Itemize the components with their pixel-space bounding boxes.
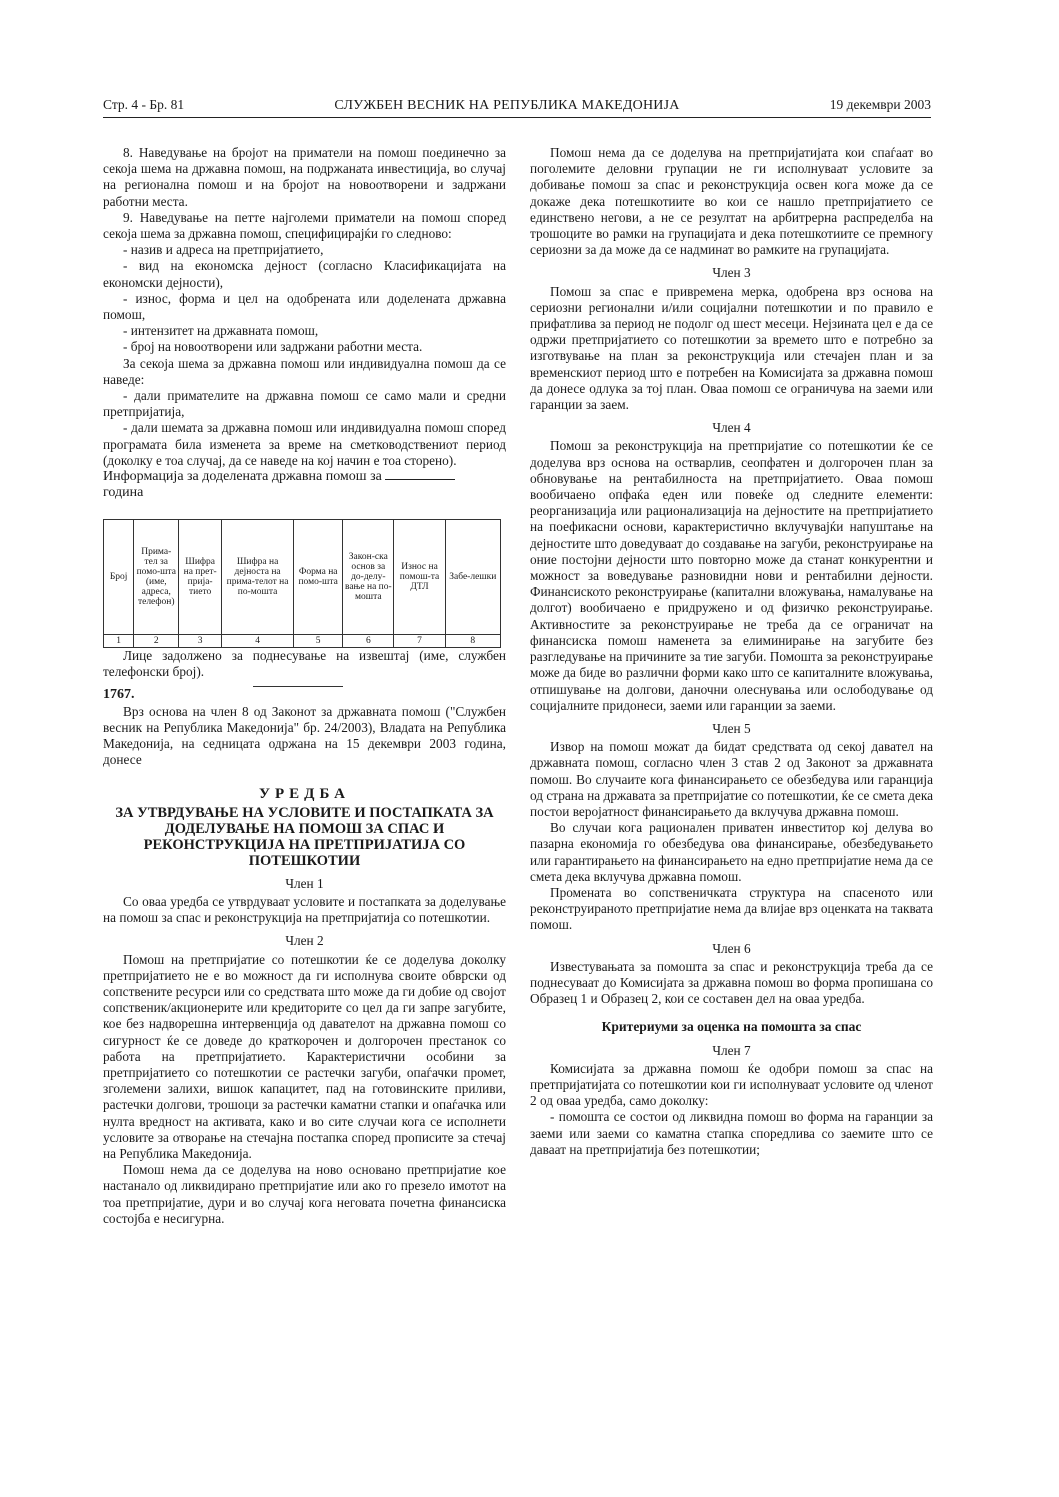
- article-5-paragraph: Во случаи кога рационален приватен инвеститор кој делува во пазарна економија го обезбедува ова финансирање, обезбедувањето или гарантирањето на финансирањето на едно претпријатие нема да се смета дека вклучува државна помош.: [530, 820, 933, 884]
- article-heading: Член 4: [712, 420, 751, 436]
- column-header: Закон-ска основ за до-делу-вање на по-мошта: [343, 520, 394, 635]
- article-heading: Член 5: [712, 720, 751, 736]
- article-heading: Член 2: [285, 933, 324, 949]
- list-item: - назив и адреса на претпријатието,: [123, 242, 324, 258]
- article-6: Известувањата за помошта за спас и реконструкција треба да се поднесуваат до Комисијата за државна помош во форма пропишана со Образец 1 и Образец 2, кои се составен дел на оваа уредба.: [530, 958, 933, 1007]
- report-table: [103, 519, 501, 648]
- list-item: - дали примателите на државна помош се само мали и средни претпријатија,: [103, 388, 506, 420]
- article-2-paragraph: Помош нема да се доделува на ново основано претпријатие кое настанало од ликвидирано претпријатие или ако го презело имотот на тоа претпријатие, дури и во случај кога неговата почетна финансиска состојба е несигурна.: [103, 1162, 506, 1226]
- page-header: [103, 97, 931, 118]
- column-header: Износ на помош-та ДТЛ: [394, 520, 445, 635]
- column-number: 1: [104, 635, 134, 648]
- info-year: година: [103, 485, 144, 501]
- column-header: Прима-тел за помо-шта (име, адреса, телефон): [134, 520, 179, 635]
- info-label: Информација за доделената државна помош за: [103, 469, 382, 485]
- article-heading: Член 7: [712, 1042, 751, 1058]
- column-number: 6: [343, 635, 394, 648]
- preamble: Врз основа на член 8 од Законот за државната помош ("Службен весник на Република Македонија" бр. 24/2003), Владата на Република Македонија, на седницата одржана на 15 декември 2003 година, донесе: [103, 703, 506, 768]
- page-number: Стр. 4 - Бр. 81: [103, 97, 185, 112]
- article-2-paragraph: Помош на претпријатие со потешкотии ќе се доделува доколку претпријатието не е во можност да ги исполнува своите обврски од сопствените ресурси или со средствата што може да ги добие од својот сопственик/акционерите или кредиторите со цел да ги запре загубите, кое без надворешна интервенција од давателот на државна помош со сигурност ќе се доведе до краткорочен и долгорочен престанок со работа на претпријатието. Карактеристични особини за претпријатието со потешкотии се растечки загуби, опаѓачки промет, зголемени залихи, вишок капацитет, пад на готовинските приливи, растечки долгови, трошоци за растечки каматни стапки и опаѓачка или нулта вредност на активата, како и во сите случаи кога се исполнети условите за отворање на стечајна постапка според прописите за стечај на Република Македонија.: [103, 951, 506, 1161]
- decision-number: 1767.: [103, 687, 135, 703]
- column-header: Број: [104, 520, 134, 635]
- column-number: 4: [222, 635, 294, 648]
- column-header: Шифра на дејноста на прима-телот на по-мошта: [222, 520, 294, 635]
- info-line: [103, 469, 506, 501]
- paragraph-9: 9. Наведување на петте најголеми приматели на помош според секоја шема за државна помош, специфицирајќи го следново:: [103, 209, 506, 242]
- list-item: - дали шемата за државна помош или индивидуална помош според програмата била изменета за време на сметководствениот период (доколку е тоа случај, да се наведе на кој начин е тоа сторено).: [103, 420, 506, 468]
- article-1: Со оваа уредба се утврдуваат условите и постапката за доделување на помош за спас и реконструкција на претпријатија со потешкотии.: [103, 893, 506, 926]
- column-header: Форма на помо-шта: [294, 520, 343, 635]
- document-type: УРЕДБА: [258, 786, 351, 803]
- left-column: [103, 145, 506, 1227]
- table-header-row: [104, 520, 501, 635]
- signature-line: Лице задолжено за поднесување на извештај (име, службен телефонски број).: [103, 648, 506, 680]
- column-number: 2: [134, 635, 179, 648]
- list-item: - вид на економска дејност (согласно Класификацијата на економски дејности),: [103, 258, 506, 290]
- issue-date: 19 декември 2003: [829, 97, 931, 112]
- article-7: Комисијата за државна помош ќе одобри помош за спас на претпријатијата со потешкотии кои ги исполнуваат условите од членот 2 од оваа уредба, само доколку:: [530, 1060, 933, 1109]
- blank-line: [385, 469, 455, 480]
- gazette-title: СЛУЖБЕН ВЕСНИК НА РЕПУБЛИКА МАКЕДОНИЈА: [334, 98, 680, 113]
- article-heading: Член 3: [712, 265, 751, 281]
- column-header: Шифра на прет-прија-тието: [179, 520, 222, 635]
- list-item: - број на новоотворени или задржани работни места.: [123, 339, 423, 355]
- paragraph-8: 8. Наведување на бројот на приматели на помош поединечно за секоја шема на државна помош, на подржаната инвестиција, во случај на регионална помош и на бројот на новоотворени и задржани работни места.: [103, 145, 506, 209]
- article-4: Помош за реконструкција на претпријатие со потешкотии ќе се доделува врз основа на остварлив, сеопфатен и долгорочен план за обновување на рентабилноста на претпријатието. Оваа помош вообичаено опфаќа еден или повеќе од следните елементи: реорганизација или рационализација на дејностите на претпријатието на поефикасни основи, карактеристично вклучувајќи напуштање на дејностите што доведуваат до создавање на загуби, реконструирање на оние постојни дејности што повторно може да станат конкурентни и можност за воведување разновидни нови и рентабилни дејности. Финансиското реконструирање (капитални вложувања, намалување на долгот) вообичаено е придружено и од физичко реконструирање. Активностите за реконструирање не треба да се ограничат на финансиска помош наменета за елиминирање на загубите без разгледување на причините за тие загуби. Помошта за реконструирање може да биде во различни форми како што се капиталните вложувања, отпишување на долгови, даночни олеснувања или ослободување од социјалните придонеси, заеми или гаранции за заеми.: [530, 438, 933, 713]
- document-title: ЗА УТВРДУВАЊЕ НА УСЛОВИТЕ И ПОСТАПКАТА ЗА ДОДЕЛУВАЊЕ НА ПОМОШ ЗА СПАС И РЕКОНСТРУКЦИЈА НА ПРЕТПРИЈАТИЈА СО ПОТЕШКОТИИ: [115, 804, 494, 869]
- list-item: - помошта се состои од ликвидна помош во форма на гаранции за заеми или заеми со каматна стапка споредлива со заемите што се даваат на претпријатија без потешкотии;: [530, 1109, 933, 1157]
- section-heading: Критериуми за оценка на помошта за спас: [601, 1019, 862, 1035]
- table-row: [104, 635, 501, 648]
- list-item: - интензитет на државната помош,: [123, 323, 319, 339]
- article-5-paragraph: Промената во сопственичката структура на спасеното или реконструираното претпријатие нема да влијае врз оценката на таквата помош.: [530, 884, 933, 933]
- column-number: 7: [394, 635, 445, 648]
- list-item: - износ, форма и цел на одобрената или доделената државна помош,: [103, 290, 506, 323]
- right-column: [530, 145, 933, 1158]
- column-number: 3: [179, 635, 222, 648]
- scheme-paragraph: За секоја шема за државна помош или индивидуална помош да се наведе:: [103, 355, 506, 387]
- group-paragraph: Помош нема да се доделува на претпријатијата кои спаѓаат во поголемите деловни групации не ги исполнуваат условите за добивање помош за спас и реконструкција освен кога може да се докаже дека потешкотиите во кои се нашло претпријатието се единствено негови, а не се резултат на арбитрерна распределба на трошоците во рамки на групацијата и дека потешкотиите се премногу сериозни за да може да се надминат во рамките на групацијата.: [530, 145, 933, 258]
- column-number: 5: [294, 635, 343, 648]
- article-heading: Член 6: [712, 940, 751, 956]
- article-3: Помош за спас е привремена мерка, одобрена врз основа на сериозни регионални и/или социјални потешкотии и по правило е прифатлива за период не подолг од шест месеци. Нејзината цел е да се одржи претпријатието со потешкотии за времето што е потребно за изготвување на план за реконструкција или стечајен план и за временскиот период што е потребен на Комисијата за државна помош да донесе одлука за тој план. Оваа помош се ограничува на заеми или гаранции за заем.: [530, 283, 933, 413]
- column-number: 8: [445, 635, 500, 648]
- column-header: Забе-лешки: [445, 520, 500, 635]
- article-5-paragraph: Извор на помош можат да бидат средствата од секој давател на државната помош, согласно член 3 став 2 од Законот за државната помош. Во случаите кога финансирањето се обезбедува или гаранција од страна на државата за претпријатие со потешкотии, ќе се смета дека постои веројатност финансирањето да вклучува државна помош.: [530, 739, 933, 819]
- article-heading: Член 1: [285, 875, 324, 891]
